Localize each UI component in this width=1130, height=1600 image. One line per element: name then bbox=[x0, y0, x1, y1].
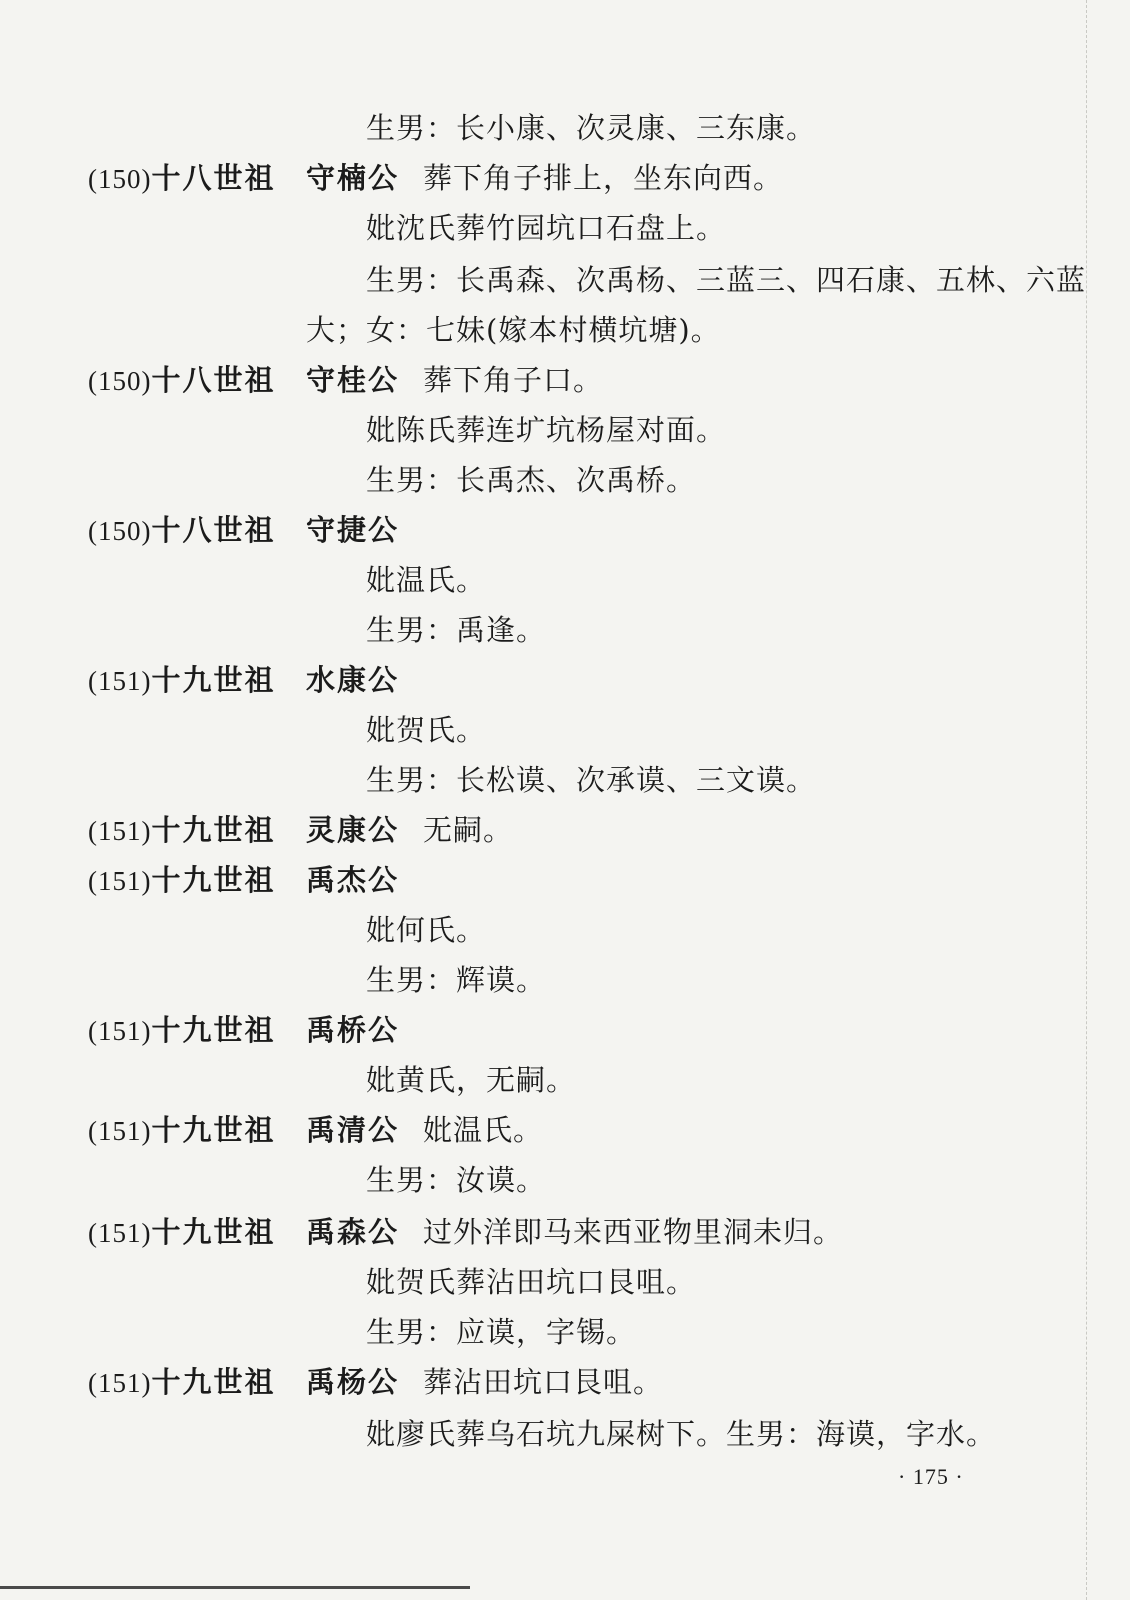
generation-label: 十八世祖 bbox=[151, 513, 276, 547]
entry-text: 生男：汝谟。 bbox=[366, 1163, 547, 1197]
burial-note: 妣温氏。 bbox=[423, 1113, 544, 1147]
ancestor-name: 守桂公 bbox=[306, 363, 400, 397]
burial-note: 过外洋即马来西亚物里洞未归。 bbox=[423, 1215, 844, 1249]
generation-label: 十九世祖 bbox=[151, 1215, 276, 1249]
page-number: · 175 · bbox=[898, 1464, 964, 1489]
entry-heading bbox=[88, 1214, 844, 1251]
entry-text: 生男：长禹森、次禹杨、三蓝三、四石康、五林、六蓝 bbox=[366, 263, 1087, 297]
entry-heading bbox=[88, 862, 400, 899]
page-edge bbox=[1086, 0, 1087, 1600]
entry-heading bbox=[88, 1364, 664, 1401]
ancestor-name: 守捷公 bbox=[306, 513, 400, 547]
entry-number: (151) bbox=[88, 866, 152, 896]
ancestor-name: 水康公 bbox=[306, 663, 400, 697]
entry-text: 生男：辉谟。 bbox=[366, 963, 547, 997]
entry-text: 生男：长小康、次灵康、三东康。 bbox=[366, 111, 817, 145]
entry-text: 妣贺氏葬沾田坑口艮咀。 bbox=[366, 1265, 697, 1299]
generation-label: 十九世祖 bbox=[151, 863, 276, 897]
entry-number: (151) bbox=[88, 1016, 152, 1046]
ancestor-name: 禹桥公 bbox=[306, 1013, 400, 1047]
bottom-rule bbox=[0, 1586, 470, 1589]
generation-label: 十九世祖 bbox=[151, 1113, 276, 1147]
entry-number: (151) bbox=[88, 1368, 152, 1398]
ancestor-name: 禹森公 bbox=[306, 1215, 400, 1249]
entry-text: 生男：禹逢。 bbox=[366, 613, 547, 647]
entry-text-continuation: 大；女：七妹(嫁本村横坑塘)。 bbox=[306, 313, 721, 347]
generation-label: 十八世祖 bbox=[151, 363, 276, 397]
entry-text: 生男：应谟，字锡。 bbox=[366, 1315, 637, 1349]
ancestor-name: 守楠公 bbox=[306, 161, 400, 195]
generation-label: 十九世祖 bbox=[151, 1013, 276, 1047]
entry-number: (150) bbox=[88, 366, 152, 396]
entry-text: 妣温氏。 bbox=[366, 563, 487, 597]
generation-label: 十九世祖 bbox=[151, 1365, 276, 1399]
entry-text: 妣沈氏葬竹园坑口石盘上。 bbox=[366, 211, 727, 245]
entry-number: (151) bbox=[88, 1116, 152, 1146]
burial-note: 葬下角子排上，坐东向西。 bbox=[423, 161, 784, 195]
entry-number: (151) bbox=[88, 816, 152, 846]
entry-number: (150) bbox=[88, 164, 152, 194]
burial-note: 葬沾田坑口艮咀。 bbox=[423, 1365, 664, 1399]
ancestor-name: 禹杨公 bbox=[306, 1365, 400, 1399]
ancestor-name: 禹杰公 bbox=[306, 863, 400, 897]
entry-heading bbox=[88, 512, 400, 549]
generation-label: 十九世祖 bbox=[151, 813, 276, 847]
entry-text: 生男：长禹杰、次禹桥。 bbox=[366, 463, 697, 497]
ancestor-name: 灵康公 bbox=[306, 813, 400, 847]
entry-text: 妣黄氏，无嗣。 bbox=[366, 1063, 577, 1097]
burial-note: 无嗣。 bbox=[423, 813, 514, 847]
entry-text: 妣何氏。 bbox=[366, 913, 487, 947]
entry-heading bbox=[88, 160, 784, 197]
entry-heading bbox=[88, 362, 604, 399]
entry-text: 妣廖氏葬乌石坑九屎树下。生男：海谟，字水。 bbox=[366, 1417, 997, 1451]
generation-label: 十八世祖 bbox=[151, 161, 276, 195]
entry-heading bbox=[88, 1012, 400, 1049]
entry-text: 妣贺氏。 bbox=[366, 713, 487, 747]
entry-text: 生男：长松谟、次承谟、三文谟。 bbox=[366, 763, 817, 797]
entry-number: (150) bbox=[88, 516, 152, 546]
entry-text: 妣陈氏葬连圹坑杨屋对面。 bbox=[366, 413, 727, 447]
entry-heading bbox=[88, 812, 514, 849]
generation-label: 十九世祖 bbox=[151, 663, 276, 697]
entry-heading bbox=[88, 1112, 544, 1149]
entry-number: (151) bbox=[88, 1218, 152, 1248]
ancestor-name: 禹清公 bbox=[306, 1113, 400, 1147]
burial-note: 葬下角子口。 bbox=[423, 363, 604, 397]
entry-number: (151) bbox=[88, 666, 152, 696]
entry-heading bbox=[88, 662, 400, 699]
